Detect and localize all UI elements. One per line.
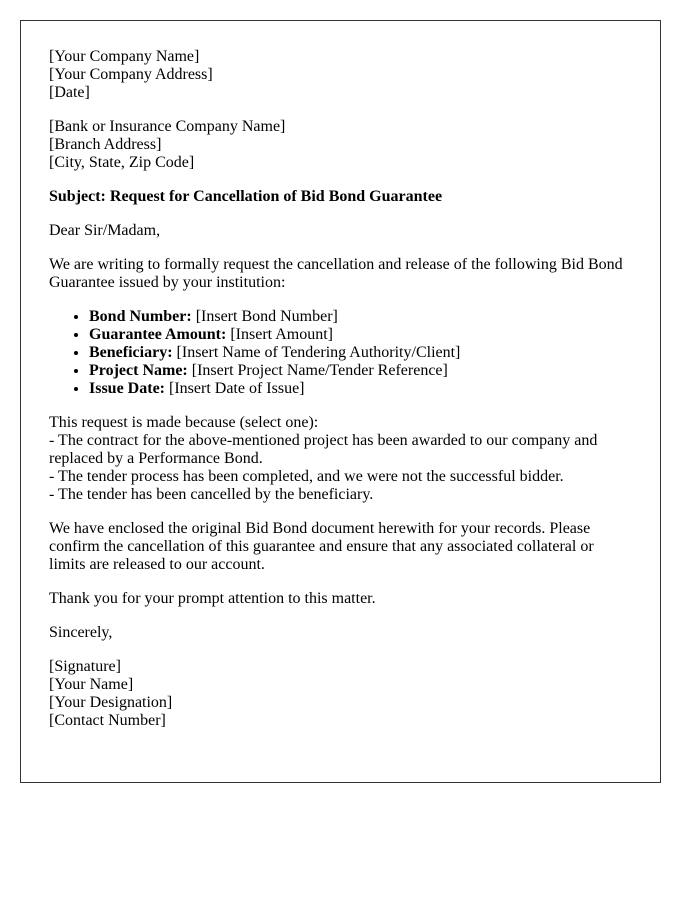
detail-label: Guarantee Amount:: [89, 326, 227, 343]
signer-contact: [Contact Number]: [49, 712, 166, 729]
salutation: Dear Sir/Madam,: [49, 222, 161, 239]
detail-guarantee-amount: [89, 326, 632, 344]
detail-value: [Insert Project Name/Tender Reference]: [187, 362, 448, 379]
detail-bond-number: [89, 308, 632, 326]
sender-block: [49, 48, 632, 102]
signer-designation: [Your Designation]: [49, 694, 173, 711]
signature-block: [49, 658, 632, 730]
reason-option-awarded: - The contract for the above-mentioned project has been awarded to our company and replaced by a Performance Bond.: [49, 432, 598, 467]
bond-details-list: [49, 308, 632, 398]
sender-company-address: [Your Company Address]: [49, 66, 213, 83]
enclosure-paragraph: We have enclosed the original Bid Bond document herewith for your records. Please confirm the cancellation of this guarantee and ensure that any associated collateral or limits are released to our account.: [49, 520, 594, 573]
reason-option-not-successful: - The tender process has been completed, and we were not the successful bidder.: [49, 468, 564, 485]
signature-placeholder: [Signature]: [49, 658, 121, 675]
recipient-branch-address: [Branch Address]: [49, 136, 162, 153]
reason-option-cancelled: - The tender has been cancelled by the beneficiary.: [49, 486, 374, 503]
subject-line: Subject: Request for Cancellation of Bid Bond Guarantee: [49, 188, 443, 205]
detail-label: Project Name:: [89, 362, 188, 379]
detail-beneficiary: [89, 344, 632, 362]
detail-value: [Insert Name of Tendering Authority/Client]: [172, 344, 461, 361]
detail-issue-date: [89, 380, 632, 398]
closing: Sincerely,: [49, 624, 113, 641]
detail-value: [Insert Date of Issue]: [165, 380, 305, 397]
detail-value: [Insert Amount]: [226, 326, 333, 343]
thanks-paragraph: Thank you for your prompt attention to this matter.: [49, 590, 376, 607]
letter-document: [20, 20, 661, 783]
recipient-city-state-zip: [City, State, Zip Code]: [49, 154, 195, 171]
letter-date: [Date]: [49, 84, 90, 101]
detail-value: [Insert Bond Number]: [191, 308, 338, 325]
reason-heading: This request is made because (select one):: [49, 414, 319, 431]
detail-project-name: [89, 362, 632, 380]
reason-block: [49, 414, 632, 504]
detail-label: Beneficiary:: [89, 344, 173, 361]
signer-name: [Your Name]: [49, 676, 134, 693]
recipient-name: [Bank or Insurance Company Name]: [49, 118, 286, 135]
recipient-block: [49, 118, 632, 172]
detail-label: Issue Date:: [89, 380, 165, 397]
detail-label: Bond Number:: [89, 308, 192, 325]
intro-paragraph: We are writing to formally request the cancellation and release of the following Bid Bond Guarantee issued by your institution:: [49, 256, 623, 291]
sender-company-name: [Your Company Name]: [49, 48, 200, 65]
